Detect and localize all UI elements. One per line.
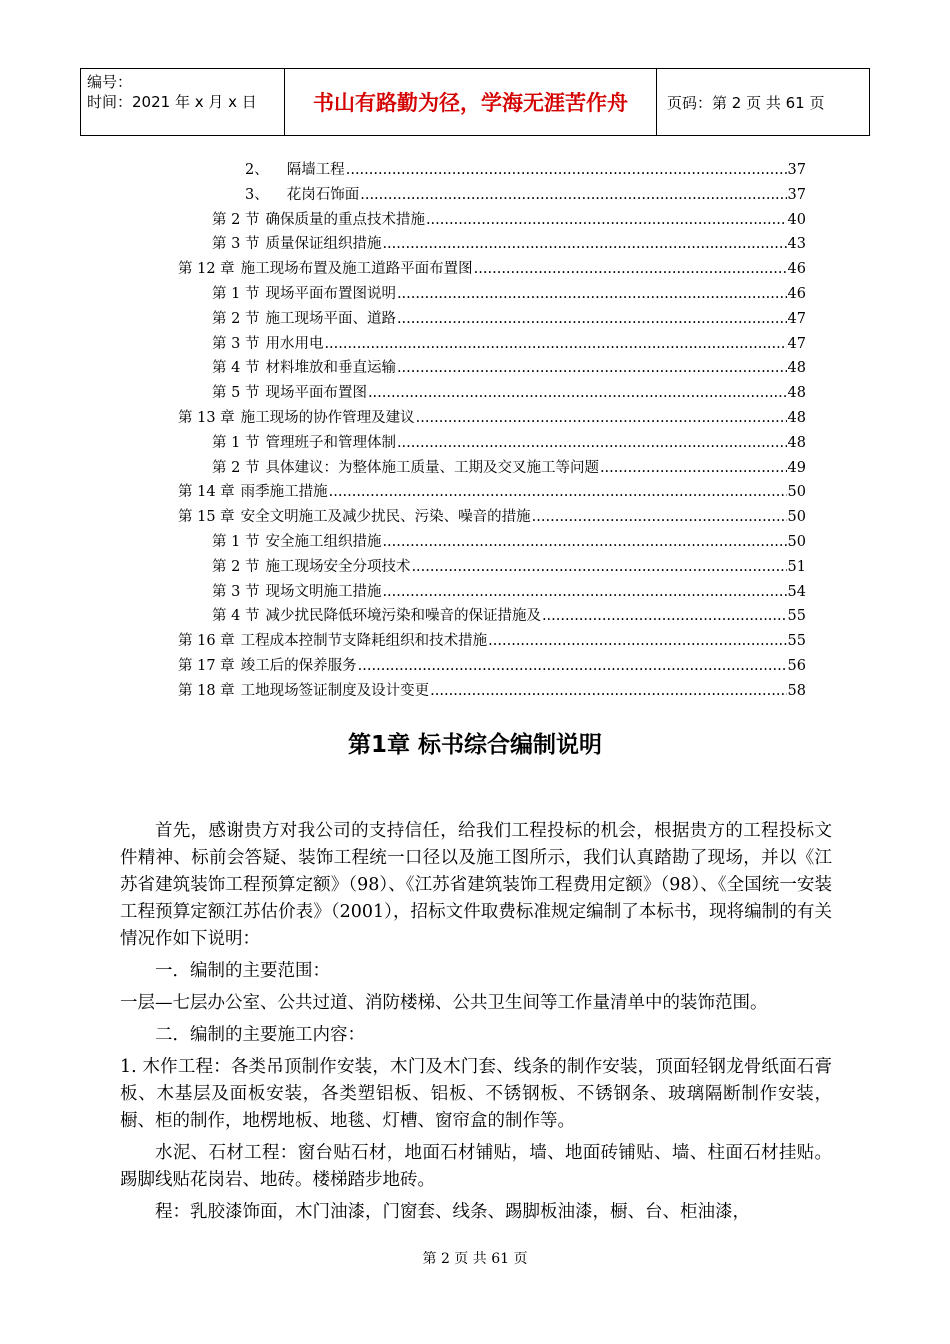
toc-entry-number: 第 2 节 [212, 211, 260, 228]
toc-entry-number: 第 14 章 [178, 484, 235, 501]
toc-entry-number: 第 18 章 [178, 682, 235, 699]
toc-entry[interactable] [178, 629, 806, 649]
toc-leader-dots [329, 484, 787, 500]
paragraph: 一层—七层办公室、公共过道、消防楼梯、公共卫生间等工作量清单中的装饰范围。 [120, 993, 768, 1013]
toc-entry[interactable] [178, 257, 806, 277]
header-meta [81, 69, 285, 135]
toc-entry[interactable] [212, 307, 806, 327]
toc-leader-dots [324, 336, 786, 352]
toc-entry-number: 第 3 节 [212, 583, 260, 600]
toc-entry-page: 48 [787, 360, 806, 377]
header-page-info: 页码：第 2 页 共 61 页 [667, 93, 825, 112]
toc-entry-number: 第 15 章 [178, 509, 235, 526]
toc-entry-number: 第 4 节 [212, 360, 260, 377]
toc-leader-dots [358, 658, 787, 674]
toc-entry[interactable] [212, 604, 806, 624]
paragraph: 水泥、石材工程：窗台贴石材，地面石材铺贴，墙、地面砖铺贴、墙、柱面石材挂贴。踢脚线贴花岗岩、地砖。楼梯踏步地砖。 [120, 1143, 832, 1190]
toc-entry-number: 第 3 节 [212, 335, 260, 352]
toc-entry-title: 施工现场的协作管理及建议 [240, 410, 415, 426]
toc-entry-page: 50 [787, 484, 806, 501]
toc-entry-page: 56 [787, 658, 806, 674]
paragraph: 一．编制的主要范围： [155, 961, 330, 981]
toc-entry-title: 安全文明施工及减少扰民、污染、噪音的措施 [240, 509, 531, 526]
toc-entry-number: 3、 [245, 186, 269, 203]
toc-entry-title: 材料堆放和垂直运输 [265, 360, 396, 377]
body-text [120, 818, 832, 1231]
toc-leader-dots [397, 435, 787, 451]
toc-entry-page: 49 [787, 459, 806, 476]
toc-entry-page: 50 [787, 534, 806, 550]
toc-entry-title: 现场平面布置图说明 [265, 286, 396, 302]
header-number-label: 编号： [87, 73, 133, 91]
toc-entry-title: 隔墙工程 [286, 162, 345, 178]
toc-entry-page: 48 [787, 410, 806, 426]
toc-entry[interactable] [212, 431, 806, 451]
toc-entry-title: 确保质量的重点技术措施 [265, 211, 425, 228]
toc-entry-title: 施工现场安全分项技术 [265, 558, 411, 575]
toc-entry-title: 用水用电 [265, 335, 324, 352]
toc-leader-dots [382, 236, 786, 252]
header-motto: 书山有路勤为径，学海无涯苦作舟 [285, 69, 657, 135]
toc-entry-number: 第 1 节 [212, 286, 260, 302]
toc-entry[interactable] [212, 456, 806, 476]
chapter-title: 第1章 标书综合编制说明 [347, 732, 602, 758]
toc-entry-number: 第 5 节 [212, 385, 260, 402]
toc-leader-dots [397, 311, 787, 327]
toc-entry-page: 40 [787, 211, 806, 228]
toc-entry[interactable] [245, 158, 806, 178]
toc-entry-title: 安全施工组织措施 [265, 534, 382, 550]
toc-leader-dots [600, 460, 787, 476]
toc-entry-number: 第 17 章 [178, 658, 235, 674]
paragraph: 程：乳胶漆饰面，木门油漆，门窗套、线条、踢脚板油漆，橱、台、柜油漆， [155, 1202, 750, 1222]
toc-entry-page: 37 [787, 186, 806, 203]
toc-entry-number: 第 2 节 [212, 558, 260, 575]
toc-entry-number: 第 16 章 [178, 633, 235, 650]
paragraph: 首先，感谢贵方对我公司的支持信任，给我们工程投标的机会，根据贵方的工程投标文件精神、标前会答疑、装饰工程统一口径以及施工图所示，我们认真踏勘了现场，并以《江苏省建筑装饰工程预算定额》（98）、《江苏省建筑装饰工程费用定额》（98）、《全国统一安装工程预算定额江苏估价表》（2001），招标文件取费标准规定编制了本标书，现将编制的有关情况作如下说明： [120, 821, 832, 949]
toc-entry[interactable] [212, 356, 806, 376]
toc-entry[interactable] [178, 505, 806, 525]
toc-leader-dots [397, 286, 787, 302]
toc-entry[interactable] [178, 679, 806, 699]
toc-leader-dots [360, 187, 786, 203]
toc-entry-number: 第 4 节 [212, 608, 260, 625]
toc-entry-title: 工程成本控制节支降耗组织和技术措施 [240, 633, 488, 650]
toc-entry-page: 46 [787, 261, 806, 278]
toc-leader-dots [416, 410, 787, 426]
toc-leader-dots [382, 534, 786, 550]
toc-leader-dots [346, 162, 787, 178]
toc-leader-dots [488, 633, 786, 649]
toc-entry[interactable] [212, 208, 806, 228]
toc-entry-page: 55 [787, 633, 806, 650]
toc-leader-dots [426, 212, 787, 228]
toc-entry-title: 具体建议：为整体施工质量、工期及交叉施工等问题 [265, 459, 599, 476]
toc-entry-number: 第 12 章 [178, 261, 235, 278]
toc-entry-title: 质量保证组织措施 [265, 236, 382, 253]
toc-entry[interactable] [212, 282, 806, 302]
toc-entry-number: 第 2 节 [212, 310, 260, 327]
toc-entry-number: 第 3 节 [212, 236, 260, 253]
toc-entry-page: 43 [787, 236, 806, 253]
toc-entry-page: 47 [787, 335, 806, 352]
toc-entry-title: 现场平面布置图 [265, 385, 367, 402]
toc-leader-dots [542, 608, 787, 624]
toc-entry-number: 第 1 节 [212, 534, 260, 550]
toc-entry[interactable] [212, 332, 806, 352]
toc-entry-number: 第 1 节 [212, 434, 260, 451]
toc-leader-dots [368, 385, 787, 401]
toc-leader-dots [430, 683, 786, 699]
toc-entry[interactable] [212, 530, 806, 550]
toc-entry-number: 第 2 节 [212, 459, 260, 476]
toc-entry-title: 现场文明施工措施 [265, 583, 382, 600]
toc-entry-title: 减少扰民降低环境污染和噪音的保证措施及 [265, 608, 541, 625]
toc-entry-title: 花岗石饰面 [286, 186, 360, 203]
toc-entry-page: 54 [787, 583, 806, 600]
toc-leader-dots [411, 559, 786, 575]
toc-entry-page: 50 [787, 509, 806, 526]
toc-entry[interactable] [212, 232, 806, 252]
toc-entry[interactable] [245, 183, 806, 203]
toc-entry-title: 管理班子和管理体制 [265, 434, 396, 451]
toc-entry[interactable] [212, 580, 806, 600]
page-header [80, 68, 870, 136]
toc-entry-page: 51 [787, 558, 806, 575]
toc-entry[interactable] [178, 480, 806, 500]
toc-leader-dots [532, 509, 787, 525]
page-footer: 第 2 页 共 61 页 [422, 1251, 528, 1267]
toc-entry-title: 施工现场布置及施工道路平面布置图 [240, 261, 473, 278]
toc-entry-title: 施工现场平面、道路 [265, 310, 396, 327]
toc-entry-page: 46 [787, 286, 806, 302]
toc-entry[interactable] [212, 555, 806, 575]
paragraph: 二．编制的主要施工内容： [155, 1025, 365, 1045]
toc-entry-page: 48 [787, 385, 806, 402]
toc-entry-page: 55 [787, 608, 806, 625]
toc-entry-title: 雨季施工措施 [240, 484, 328, 501]
toc-entry-page: 48 [787, 434, 806, 451]
toc-entry[interactable] [212, 381, 806, 401]
toc-entry-page: 47 [787, 310, 806, 327]
toc-entry-title: 竣工后的保养服务 [240, 658, 357, 674]
toc-leader-dots [474, 261, 787, 277]
toc-entry-page: 37 [787, 162, 806, 178]
toc-leader-dots [397, 360, 787, 376]
paragraph: 1. 木作工程：各类吊顶制作安装，木门及木门套、线条的制作安装，顶面轻钢龙骨纸面石膏板、木基层及面板安装，各类塑铝板、铝板、不锈钢板、不锈钢条、玻璃隔断制作安装，橱、柜的制作，地楞地板、地毯、灯槽、窗帘盒的制作等。 [120, 1057, 832, 1131]
toc-entry-title: 工地现场签证制度及设计变更 [240, 682, 430, 699]
toc-leader-dots [382, 584, 786, 600]
toc-entry-number: 2、 [245, 162, 269, 178]
header-time-label: 时间：2021 年 x 月 x 日 [87, 93, 257, 111]
toc-entry-number: 第 13 章 [178, 410, 235, 426]
toc-entry-page: 58 [787, 682, 806, 699]
toc-entry[interactable] [178, 406, 806, 426]
toc-entry[interactable] [178, 654, 806, 674]
